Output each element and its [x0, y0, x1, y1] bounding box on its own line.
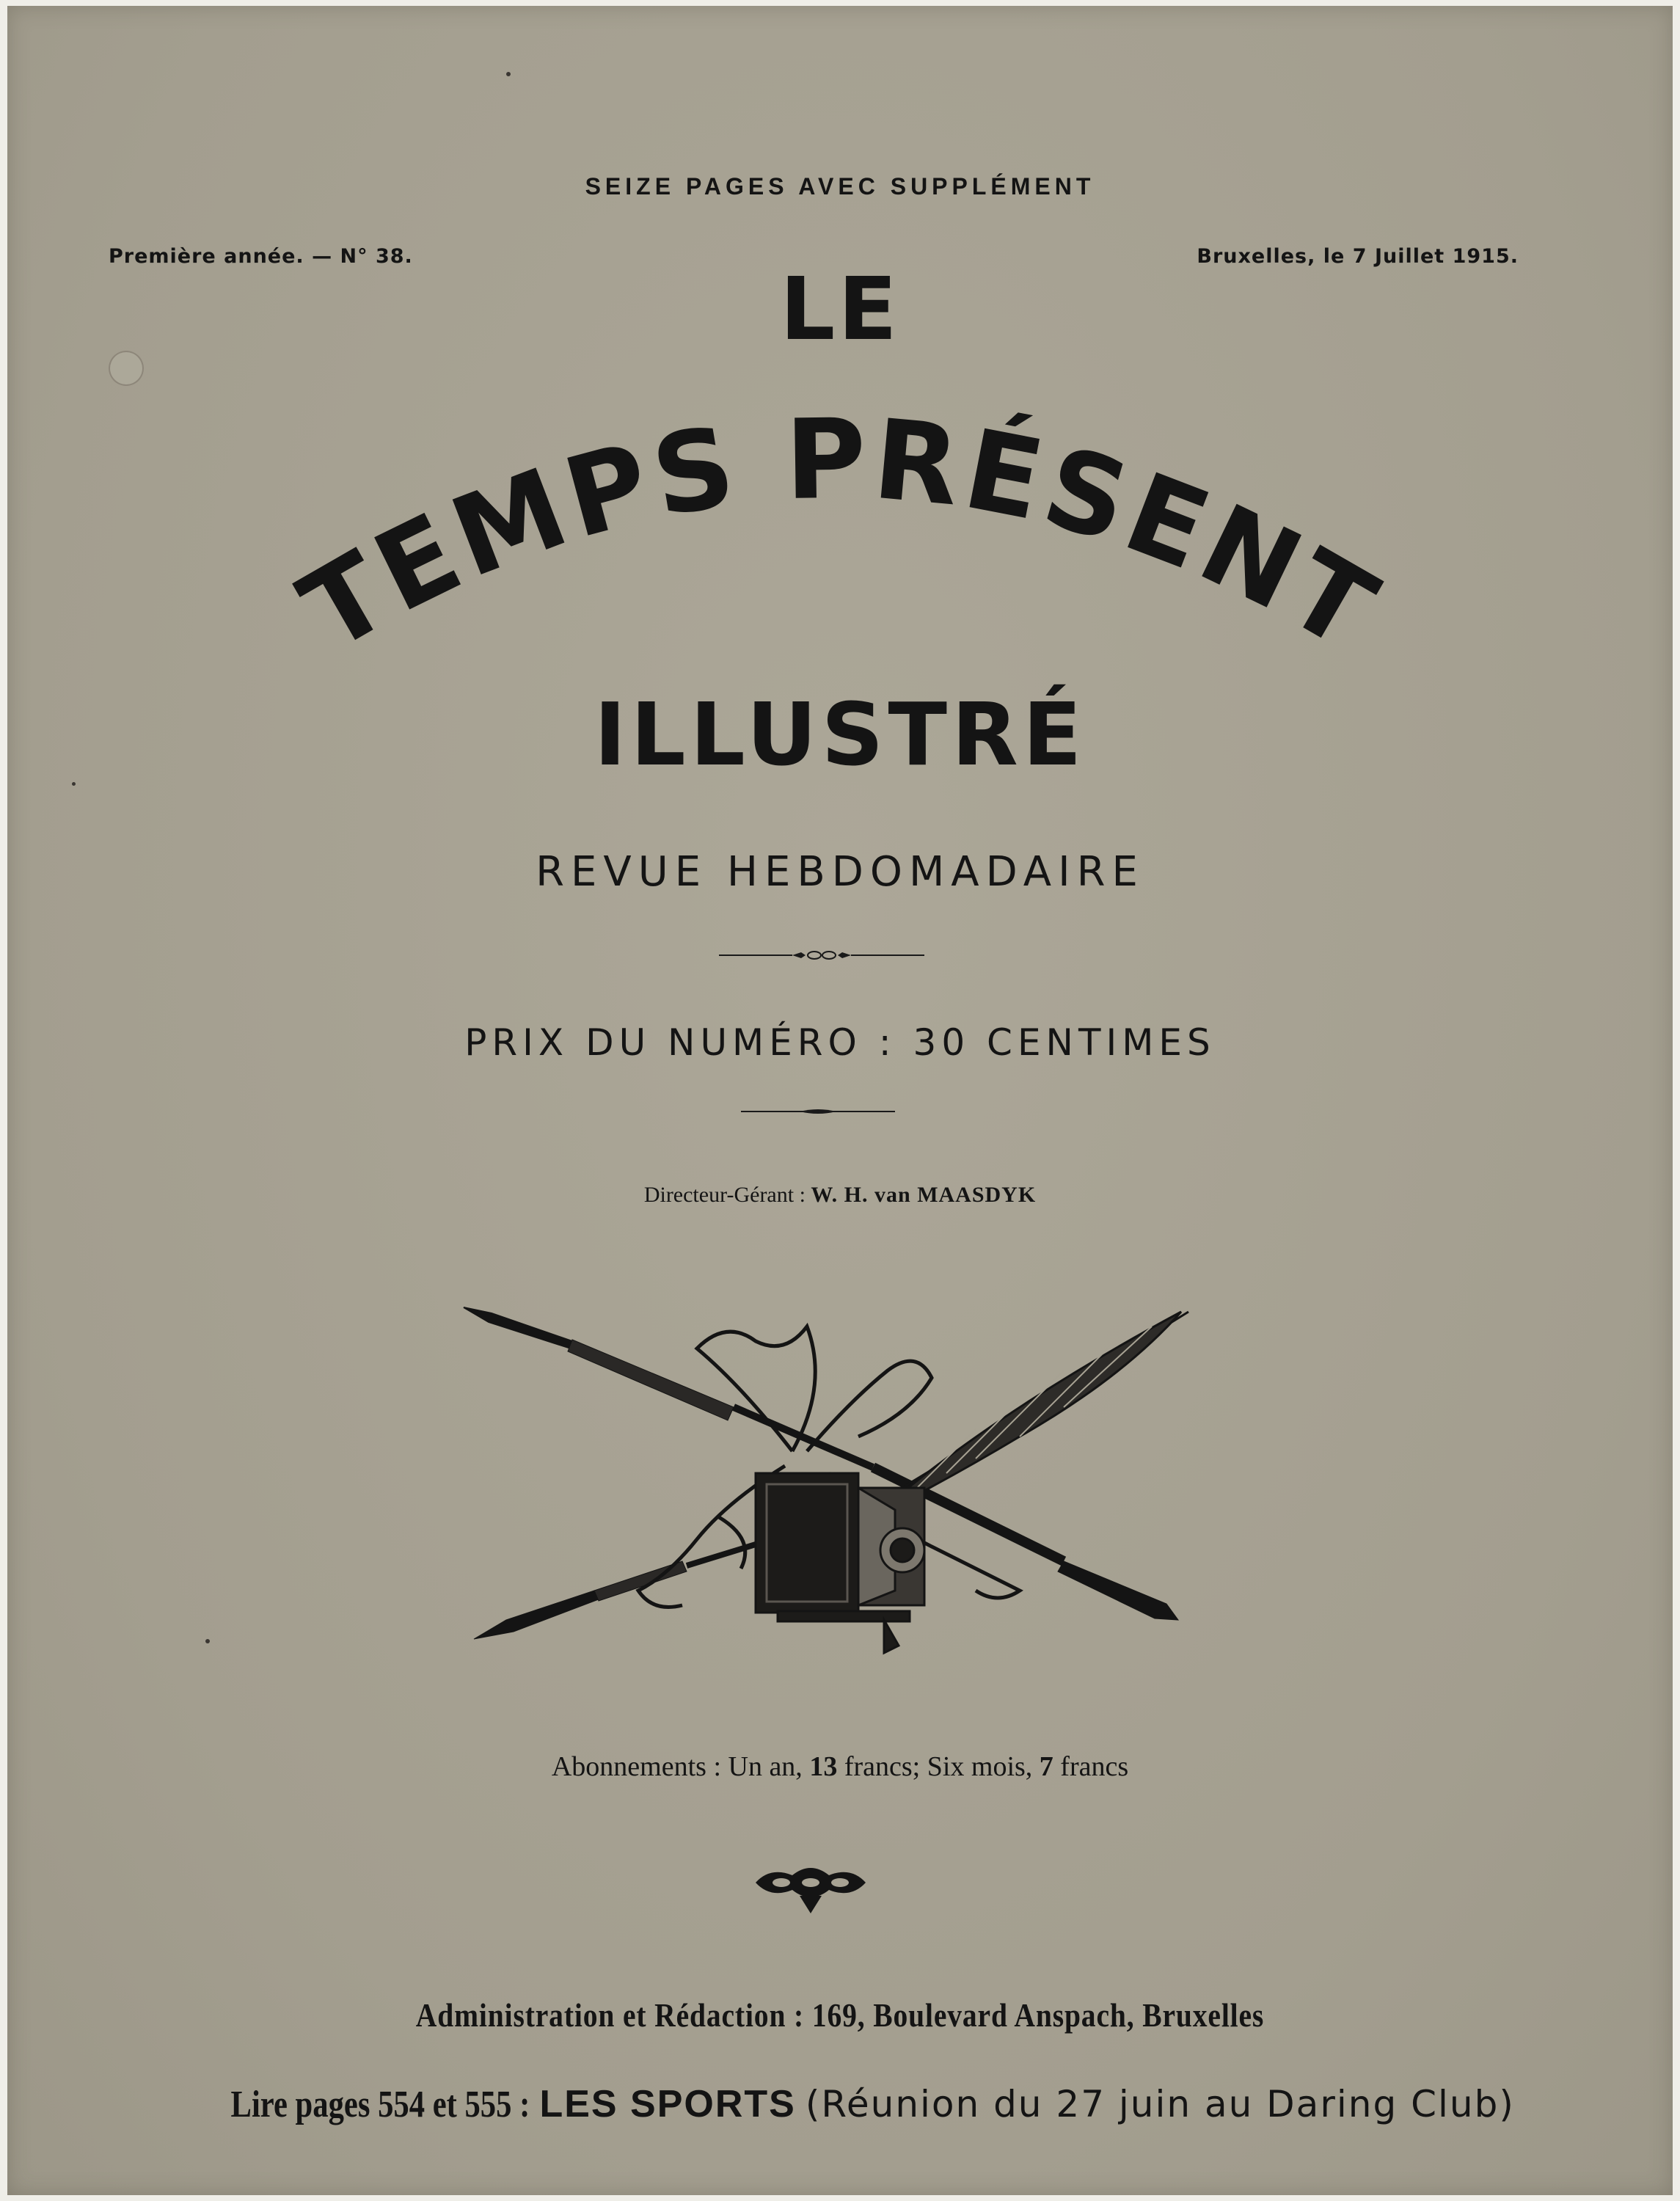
year-price: 13: [809, 1751, 838, 1782]
svg-text:TEMPS PRÉSENT: [281, 395, 1399, 676]
masthead-subtitle: REVUE HEBDOMADAIRE: [536, 848, 1144, 896]
director-name: W. H. van MAASDYK: [811, 1183, 1037, 1207]
fleuron-ornament-icon: [748, 1861, 873, 1919]
subscriptions-suffix: francs: [1060, 1751, 1129, 1782]
sports-detail: (Réunion du 27 juin au Daring Club): [805, 2083, 1515, 2125]
director-label: Directeur-Gérant :: [643, 1183, 806, 1207]
magazine-cover: [7, 6, 1673, 2195]
paper-speck: [205, 1639, 210, 1643]
read-pages-line: [7, 2082, 1673, 2126]
half-year-price: 7: [1039, 1751, 1053, 1782]
administration-address: Administration et Rédaction : 169, Boulevard Anspach, Bruxelles: [415, 1996, 1265, 2034]
director-line: [7, 1183, 1673, 1208]
supplement-note: SEIZE PAGES AVEC SUPPLÉMENT: [585, 173, 1095, 200]
sports-heading: LES SPORTS: [539, 2083, 796, 2125]
pen-quill-camera-icon: [462, 1297, 1203, 1679]
masthead-illustre: ILLUSTRÉ: [594, 684, 1086, 785]
issue-number: Première année. — N° 38.: [109, 245, 413, 268]
masthead-temps-present: TEMPS PRÉSENT: [281, 395, 1399, 676]
subscriptions-line: [7, 1751, 1673, 1783]
subscriptions-prefix: Abonnements : Un an,: [551, 1751, 803, 1782]
issue-date: Bruxelles, le 7 Juillet 1915.: [1197, 245, 1519, 268]
price-line: PRIX DU NUMÉRO : 30 CENTIMES: [464, 1021, 1216, 1064]
read-pages-prefix: Lire pages 554 et 555 :: [230, 2084, 530, 2125]
subscriptions-middle: francs; Six mois,: [844, 1751, 1033, 1782]
small-rule: [741, 1106, 895, 1117]
masthead-le: LE: [780, 258, 900, 359]
ornamental-rule: [719, 946, 924, 964]
